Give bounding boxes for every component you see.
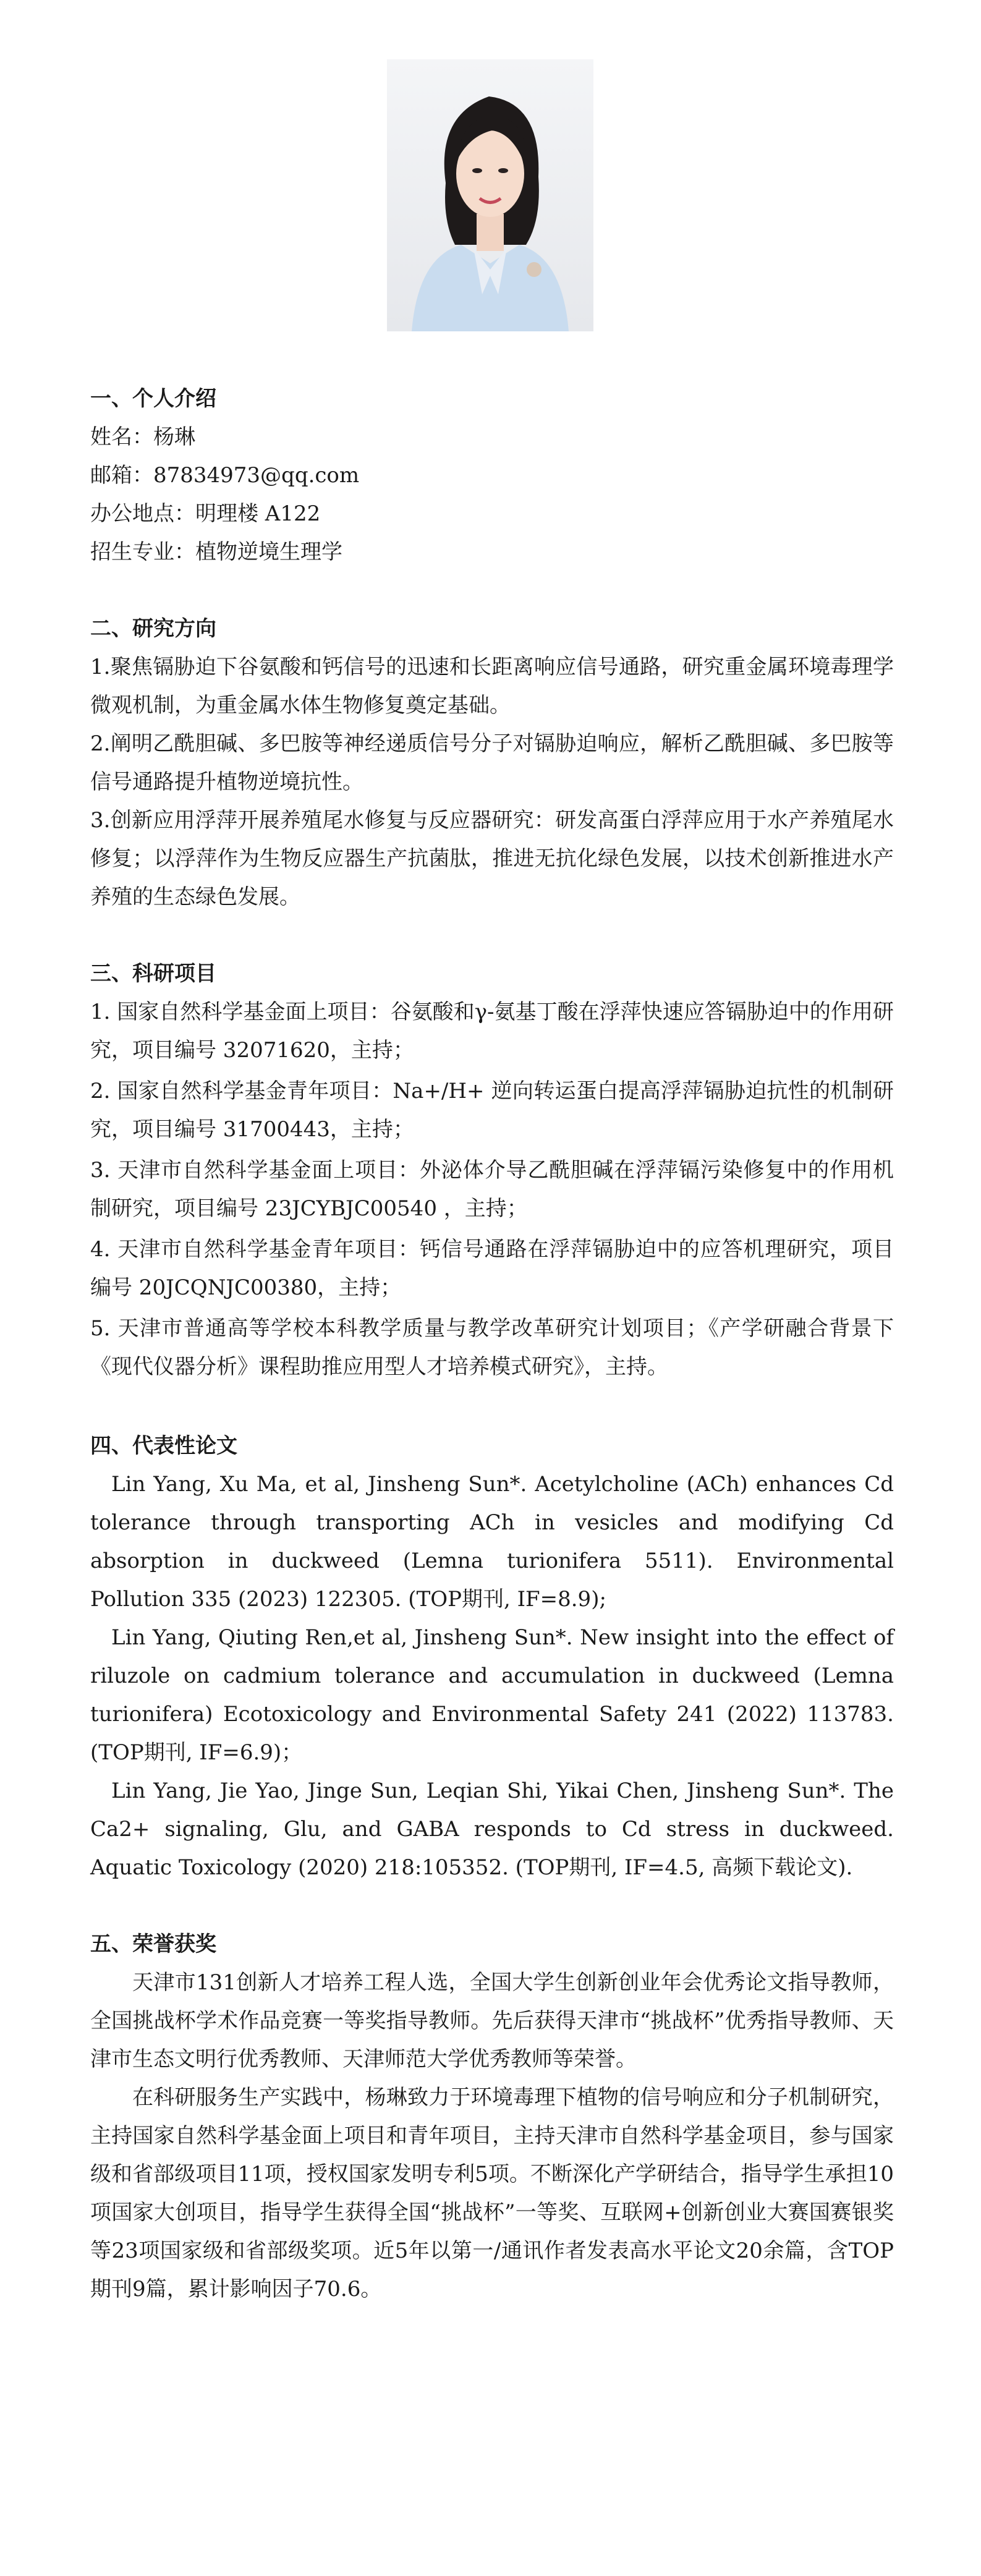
honors-paragraph: 在科研服务生产实践中，杨琳致力于环境毒理下植物的信号响应和分子机制研究，主持国家自然科学基金面上项目和青年项目，主持天津市自然科学基金项目，参与国家级和省部级项目11项，授权国家发明专利5项。不断深化产学研结合，指导学生承担10项国家大创项目，指导学生获得全国“挑战杯”一等奖、互联网+创新创业大赛国赛银奖等23项国家级和省部级奖项。近5年以第一/通讯作者发表高水平论文20余篇，含TOP期刊9篇，累计影响因子70.6。	[90, 2085, 894, 2302]
paper-item: Lin Yang, Qiuting Ren,et al, Jinsheng Sun*. New insight into the effect of riluzole on cadmium tolerance and accumulation in duckweed (Lemna turionifera) Ecotoxicology and Environmental Safety 241 (2022) 113783. (TOP期刊, IF=6.9)；	[90, 1625, 894, 1765]
section-title-projects: 三、科研项目	[90, 961, 216, 986]
research-item: 1.聚焦镉胁迫下谷氨酸和钙信号的迅速和长距离响应信号通路，研究重金属环境毒理学微观机制，为重金属水体生物修复奠定基础。	[90, 655, 894, 718]
project-item: 5. 天津市普通高等学校本科教学质量与教学改革研究计划项目；《产学研融合背景下《现代仪器分析》课程助推应用型人才培养模式研究》，主持。	[90, 1316, 894, 1379]
project-item: 1. 国家自然科学基金面上项目：谷氨酸和γ-氨基丁酸在浮萍快速应答镉胁迫中的作用研究，项目编号 32071620，主持；	[90, 1000, 894, 1063]
major-field: 招生专业：植物逆境生理学	[90, 540, 342, 564]
honors-paragraph: 天津市131创新人才培养工程人选，全国大学生创新创业年会优秀论文指导教师，全国挑战杯学术作品竞赛一等奖指导教师。先后获得天津市“挑战杯”优秀指导教师、天津市生态文明行优秀教师、天津师范大学优秀教师等荣誉。	[90, 1970, 894, 2072]
name-field: 姓名：杨琳	[90, 425, 195, 449]
profile-content	[90, 380, 894, 2308]
portrait-image	[387, 59, 593, 331]
research-item: 2.阐明乙酰胆碱、多巴胺等神经递质信号分子对镉胁迫响应，解析乙酰胆碱、多巴胺等信号通路提升植物逆境抗性。	[90, 731, 894, 794]
profile-photo	[387, 59, 593, 331]
paper-item: Lin Yang, Jie Yao, Jinge Sun, Leqian Shi, Yikai Chen, Jinsheng Sun*. The Ca2+ signaling, Glu, and GABA responds to Cd stress in duckweed. Aquatic Toxicology (2020) 218:105352. (TOP期刊, IF=4.5, 高频下载论文).	[90, 1779, 894, 1880]
email-field: 邮箱：87834973@qq.com	[90, 463, 360, 488]
section-title-research: 二、研究方向	[90, 616, 216, 641]
project-item: 3. 天津市自然科学基金面上项目：外泌体介导乙酰胆碱在浮萍镉污染修复中的作用机制研究，项目编号 23JCYBJC00540 ，主持；	[90, 1158, 894, 1221]
section-title-honors: 五、荣誉获奖	[90, 1932, 216, 1957]
office-field: 办公地点：明理楼 A122	[90, 501, 321, 526]
section-title-papers: 四、代表性论文	[90, 1434, 237, 1458]
project-item: 2. 国家自然科学基金青年项目：Na+/H+ 逆向转运蛋白提高浮萍镉胁迫抗性的机制研究，项目编号 31700443，主持；	[90, 1079, 894, 1142]
paper-item: Lin Yang, Xu Ma, et al, Jinsheng Sun*. Acetylcholine (ACh) enhances Cd tolerance through transporting ACh in vesicles and modifying Cd absorption in duckweed (Lemna turionifera 5511). Environmental Pollution 335 (2023) 122305. (TOP期刊, IF=8.9);	[90, 1472, 894, 1612]
research-item: 3.创新应用浮萍开展养殖尾水修复与反应器研究：研发高蛋白浮萍应用于水产养殖尾水修复；以浮萍作为生物反应器生产抗菌肽，推进无抗化绿色发展，以技术创新推进水产养殖的生态绿色发展。	[90, 808, 894, 909]
project-item: 4. 天津市自然科学基金青年项目：钙信号通路在浮萍镉胁迫中的应答机理研究，项目编号 20JCQNJC00380，主持；	[90, 1237, 894, 1300]
section-title-intro: 一、个人介绍	[90, 386, 216, 411]
